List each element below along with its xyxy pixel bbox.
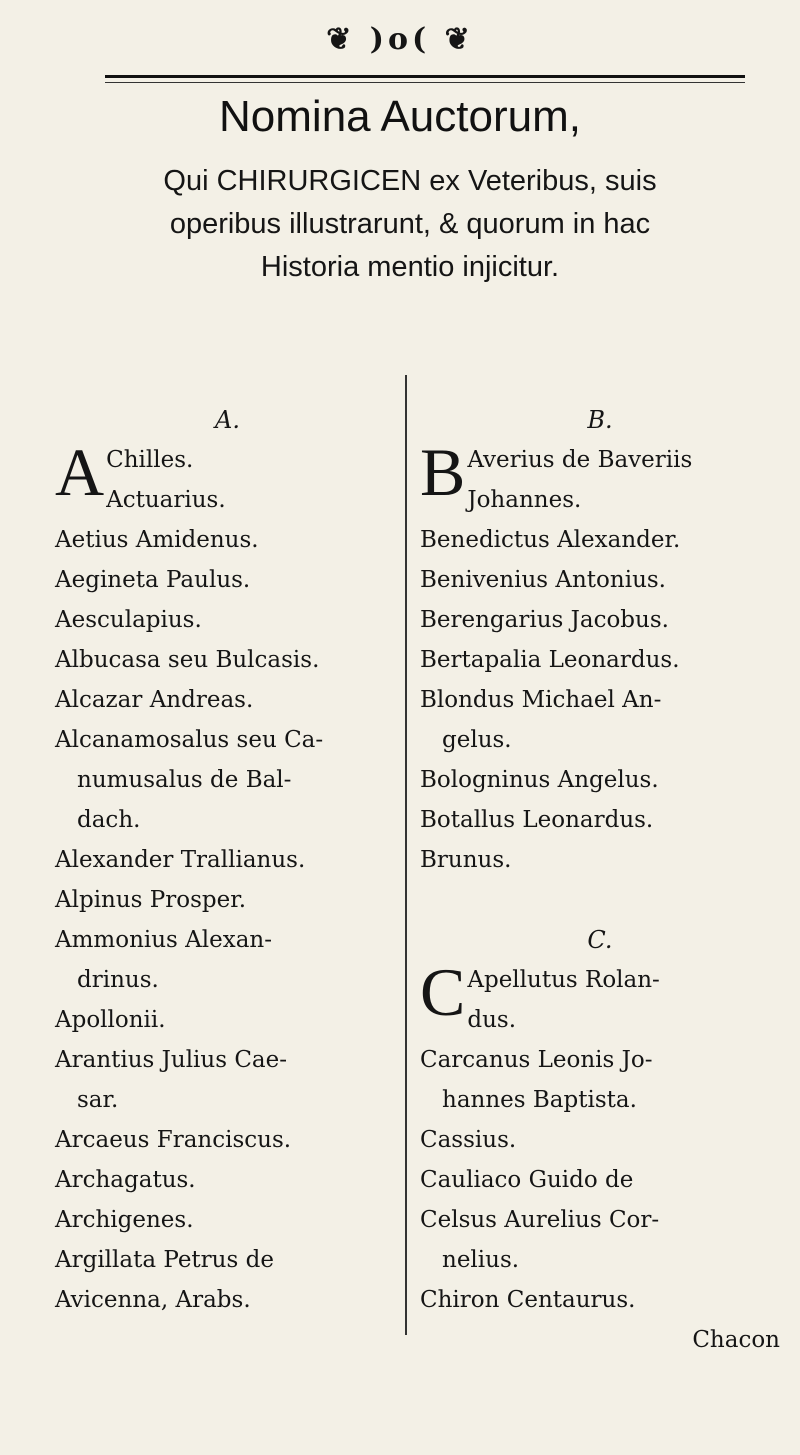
section-gap bbox=[420, 880, 780, 920]
author-entry-continuation: sar. bbox=[77, 1087, 119, 1113]
section-letter-c: C. bbox=[587, 926, 613, 954]
drop-cap: C bbox=[420, 954, 466, 1030]
author-entry: Arcaeus Franciscus. bbox=[55, 1127, 292, 1153]
author-entry: Bertapalia Leonardus. bbox=[420, 647, 680, 673]
author-entry: Blondus Michael An- bbox=[420, 687, 662, 713]
author-entry-continuation: numusalus de Bal- bbox=[77, 767, 292, 793]
author-entry: Archigenes. bbox=[55, 1207, 194, 1233]
author-entry: Chiron Centaurus. bbox=[420, 1287, 636, 1313]
author-entry: Archagatus. bbox=[55, 1167, 196, 1193]
author-entry: Carcanus Leonis Jo- bbox=[420, 1047, 653, 1073]
page-subtitle: Qui CHIRURGICEN ex Veteribus, suis operibus illustrarunt, & quorum in hac Historia mentio injicitur. bbox=[163, 165, 657, 283]
author-entry-continuation: dach. bbox=[77, 807, 141, 833]
author-entry: C Apellutus Rolan- bbox=[420, 954, 660, 1030]
author-entry: Cassius. bbox=[420, 1127, 517, 1153]
author-entry: Ammonius Alexan- bbox=[55, 927, 273, 953]
author-entry-continuation: gelus. bbox=[442, 727, 512, 753]
author-entry: Botallus Leonardus. bbox=[420, 807, 654, 833]
page-title: Nomina Auctorum, bbox=[219, 92, 581, 141]
drop-cap: B bbox=[420, 434, 466, 510]
author-entry: Alexander Trallianus. bbox=[55, 847, 306, 873]
author-entry: Apollonii. bbox=[55, 1007, 166, 1033]
author-entry: Aetius Amidenus. bbox=[55, 527, 259, 553]
header-rule-thin bbox=[105, 82, 745, 83]
author-entry: Argillata Petrus de bbox=[55, 1247, 274, 1273]
header-ornament: ❦ )o( ❦ bbox=[326, 22, 474, 57]
left-column bbox=[55, 400, 400, 1320]
author-entry: Alpinus Prosper. bbox=[55, 887, 247, 913]
author-entry: Brunus. bbox=[420, 847, 512, 873]
author-entry: Berengarius Jacobus. bbox=[420, 607, 669, 633]
author-entry-continuation: Johannes. bbox=[467, 487, 582, 513]
author-entry: Albucasa seu Bulcasis. bbox=[55, 647, 320, 673]
author-entry: Avicenna, Arabs. bbox=[55, 1287, 251, 1313]
catchword: Chacon bbox=[692, 1327, 780, 1353]
author-entry: Celsus Aurelius Cor- bbox=[420, 1207, 660, 1233]
author-entry-continuation: drinus. bbox=[77, 967, 159, 993]
author-entry-continuation: hannes Baptista. bbox=[442, 1087, 637, 1113]
author-entry: Aesculapius. bbox=[55, 607, 202, 633]
author-entry: Actuarius. bbox=[106, 487, 226, 513]
section-letter-a: A. bbox=[215, 406, 240, 434]
author-entry-continuation: dus. bbox=[467, 1007, 517, 1033]
author-entry: Cauliaco Guido de bbox=[420, 1167, 634, 1193]
author-entry-continuation: nelius. bbox=[442, 1247, 520, 1273]
author-entry: A Chilles. bbox=[55, 434, 194, 510]
author-entry: Alcazar Andreas. bbox=[55, 687, 254, 713]
author-entry: B Averius de Baveriis bbox=[420, 434, 693, 510]
author-entry: Benedictus Alexander. bbox=[420, 527, 681, 553]
header-rule bbox=[105, 75, 745, 78]
section-letter-b: B. bbox=[587, 406, 613, 434]
column-divider bbox=[405, 375, 407, 1335]
drop-cap: A bbox=[55, 434, 105, 510]
author-entry: Alcanamosalus seu Ca- bbox=[55, 727, 324, 753]
author-entry: Benivenius Antonius. bbox=[420, 567, 666, 593]
right-column bbox=[420, 400, 780, 1360]
author-entry: Bologninus Angelus. bbox=[420, 767, 659, 793]
author-entry: Arantius Julius Cae- bbox=[55, 1047, 288, 1073]
author-entry: Aegineta Paulus. bbox=[55, 567, 251, 593]
